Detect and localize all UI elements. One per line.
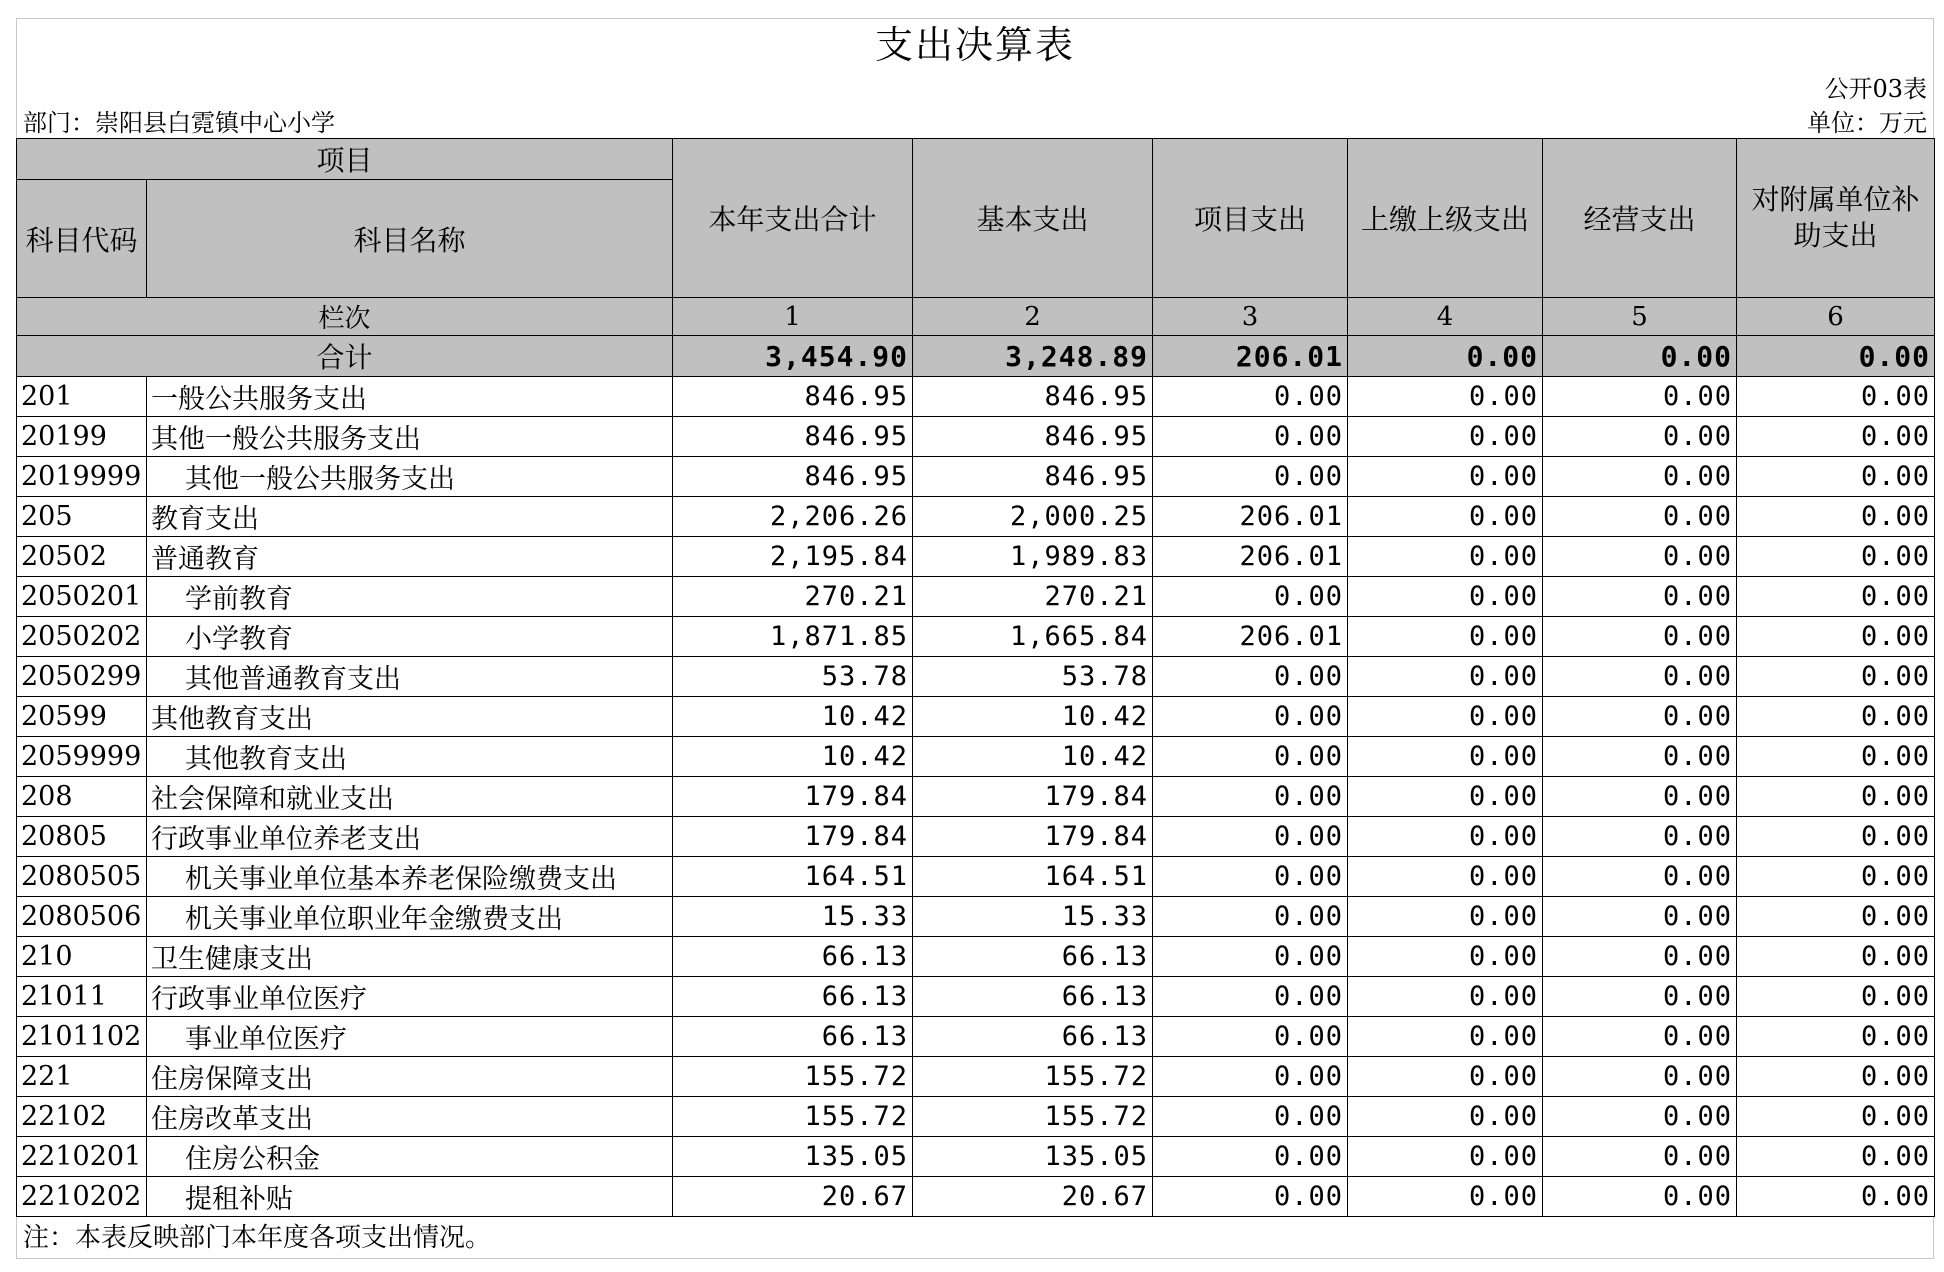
header-item: 项目 [17,139,673,180]
amount-cell: 179.84 [673,817,913,857]
amount-cell: 0.00 [1737,417,1935,457]
subject-code: 2080506 [17,897,147,937]
subject-name: 其他普通教育支出 [147,657,673,697]
subject-name: 其他一般公共服务支出 [147,457,673,497]
amount-cell: 20.67 [913,1177,1153,1217]
amount-cell: 270.21 [913,577,1153,617]
header-col-1: 本年支出合计 [673,139,913,298]
amount-cell: 0.00 [1737,897,1935,937]
subject-code: 20599 [17,697,147,737]
amount-cell: 0.00 [1543,1177,1737,1217]
subject-name: 卫生健康支出 [147,937,673,977]
subject-code: 2210201 [17,1137,147,1177]
amount-cell: 206.01 [1153,537,1348,577]
amount-cell: 0.00 [1348,1177,1543,1217]
subject-code: 205 [17,497,147,537]
form-number: 公开03表 [1824,75,1927,103]
amount-cell: 0.00 [1348,1057,1543,1097]
amount-cell: 0.00 [1737,1057,1935,1097]
amount-cell: 0.00 [1543,617,1737,657]
total-value: 0.00 [1543,336,1737,377]
amount-cell: 66.13 [673,977,913,1017]
amount-cell: 0.00 [1348,1017,1543,1057]
total-value: 0.00 [1737,336,1935,377]
amount-cell: 2,195.84 [673,537,913,577]
header-col-3: 项目支出 [1153,139,1348,298]
amount-cell: 0.00 [1737,697,1935,737]
subject-name: 其他教育支出 [147,737,673,777]
amount-cell: 846.95 [673,457,913,497]
amount-cell: 0.00 [1348,977,1543,1017]
subject-name: 一般公共服务支出 [147,377,673,417]
subject-name: 机关事业单位基本养老保险缴费支出 [147,857,673,897]
amount-cell: 0.00 [1348,897,1543,937]
col-number: 1 [673,298,913,336]
amount-cell: 135.05 [673,1137,913,1177]
table-row [17,377,1935,417]
total-label: 合计 [17,336,673,377]
amount-cell: 53.78 [673,657,913,697]
subject-code: 2050299 [17,657,147,697]
col-number: 5 [1543,298,1737,336]
amount-cell: 0.00 [1348,417,1543,457]
table-row [17,657,1935,697]
header-col-5: 经营支出 [1543,139,1737,298]
amount-cell: 164.51 [913,857,1153,897]
amount-cell: 164.51 [673,857,913,897]
table-row [17,617,1935,657]
amount-cell: 0.00 [1543,697,1737,737]
header-name: 科目名称 [147,180,673,298]
amount-cell: 66.13 [913,977,1153,1017]
header-col-2: 基本支出 [913,139,1153,298]
table-row [17,537,1935,577]
amount-cell: 0.00 [1348,1097,1543,1137]
amount-cell: 0.00 [1153,657,1348,697]
subject-code: 2050202 [17,617,147,657]
subject-code: 20502 [17,537,147,577]
table-row [17,817,1935,857]
subject-code: 221 [17,1057,147,1097]
amount-cell: 0.00 [1543,417,1737,457]
subject-name: 行政事业单位养老支出 [147,817,673,857]
amount-cell: 0.00 [1737,1097,1935,1137]
amount-cell: 179.84 [913,817,1153,857]
subject-code: 20805 [17,817,147,857]
amount-cell: 0.00 [1543,1137,1737,1177]
amount-cell: 0.00 [1543,1097,1737,1137]
amount-cell: 53.78 [913,657,1153,697]
amount-cell: 66.13 [913,1017,1153,1057]
amount-cell: 66.13 [913,937,1153,977]
total-value: 0.00 [1348,336,1543,377]
amount-cell: 206.01 [1153,617,1348,657]
subject-code: 2101102 [17,1017,147,1057]
amount-cell: 0.00 [1543,657,1737,697]
amount-cell: 66.13 [673,937,913,977]
amount-cell: 0.00 [1348,777,1543,817]
amount-cell: 0.00 [1348,1137,1543,1177]
col-number: 6 [1737,298,1935,336]
amount-cell: 155.72 [913,1057,1153,1097]
amount-cell: 1,871.85 [673,617,913,657]
amount-cell: 270.21 [673,577,913,617]
subject-name: 其他教育支出 [147,697,673,737]
amount-cell: 0.00 [1153,977,1348,1017]
amount-cell: 846.95 [913,417,1153,457]
amount-cell: 15.33 [913,897,1153,937]
subject-code: 201 [17,377,147,417]
amount-cell: 2,206.26 [673,497,913,537]
amount-cell: 0.00 [1543,857,1737,897]
amount-cell: 0.00 [1153,1137,1348,1177]
total-value: 206.01 [1153,336,1348,377]
department-row [16,104,1934,138]
table-row [17,937,1935,977]
amount-cell: 0.00 [1737,537,1935,577]
col-number: 2 [913,298,1153,336]
subject-name: 行政事业单位医疗 [147,977,673,1017]
amount-cell: 179.84 [673,777,913,817]
expense-statement-sheet [16,18,1934,1259]
subject-name: 住房公积金 [147,1137,673,1177]
amount-cell: 0.00 [1543,497,1737,537]
amount-cell: 0.00 [1737,577,1935,617]
amount-cell: 15.33 [673,897,913,937]
row-label: 栏次 [17,298,673,336]
table-row [17,457,1935,497]
amount-cell: 0.00 [1348,537,1543,577]
subject-code: 2080505 [17,857,147,897]
amount-cell: 179.84 [913,777,1153,817]
amount-cell: 0.00 [1348,617,1543,657]
expense-table [16,138,1935,1217]
subject-name: 住房改革支出 [147,1097,673,1137]
total-row [17,336,1935,377]
amount-cell: 0.00 [1153,737,1348,777]
table-body [17,377,1935,1217]
amount-cell: 135.05 [913,1137,1153,1177]
amount-cell: 0.00 [1348,817,1543,857]
amount-cell: 0.00 [1543,777,1737,817]
amount-cell: 0.00 [1153,577,1348,617]
amount-cell: 0.00 [1153,697,1348,737]
amount-cell: 0.00 [1348,857,1543,897]
total-value: 3,454.90 [673,336,913,377]
subject-code: 2019999 [17,457,147,497]
subject-name: 学前教育 [147,577,673,617]
amount-cell: 0.00 [1153,857,1348,897]
table-row [17,857,1935,897]
table-row [17,1017,1935,1057]
amount-cell: 0.00 [1737,737,1935,777]
subject-code: 20199 [17,417,147,457]
table-row [17,497,1935,537]
table-row [17,737,1935,777]
unit-label: 单位：万元 [1807,109,1927,137]
subject-name: 事业单位医疗 [147,1017,673,1057]
amount-cell: 846.95 [913,457,1153,497]
amount-cell: 0.00 [1348,737,1543,777]
amount-cell: 20.67 [673,1177,913,1217]
subject-name: 住房保障支出 [147,1057,673,1097]
amount-cell: 206.01 [1153,497,1348,537]
amount-cell: 10.42 [913,697,1153,737]
table-row [17,697,1935,737]
subject-name: 机关事业单位职业年金缴费支出 [147,897,673,937]
amount-cell: 0.00 [1153,777,1348,817]
amount-cell: 0.00 [1348,697,1543,737]
amount-cell: 10.42 [673,697,913,737]
amount-cell: 0.00 [1153,1057,1348,1097]
table-row [17,897,1935,937]
subject-code: 2050201 [17,577,147,617]
amount-cell: 0.00 [1153,897,1348,937]
amount-cell: 0.00 [1153,457,1348,497]
amount-cell: 0.00 [1348,377,1543,417]
footnote: 注：本表反映部门本年度各项支出情况。 [16,1217,1934,1259]
subject-code: 208 [17,777,147,817]
amount-cell: 0.00 [1348,937,1543,977]
amount-cell: 0.00 [1737,1177,1935,1217]
amount-cell: 846.95 [673,377,913,417]
amount-cell: 155.72 [913,1097,1153,1137]
amount-cell: 0.00 [1153,937,1348,977]
amount-cell: 0.00 [1737,817,1935,857]
department-label: 部门：崇阳县白霓镇中心小学 [23,109,335,137]
amount-cell: 0.00 [1153,1097,1348,1137]
header-col-4: 上缴上级支出 [1348,139,1543,298]
subject-name: 普通教育 [147,537,673,577]
table-row [17,1097,1935,1137]
amount-cell: 0.00 [1543,537,1737,577]
amount-cell: 155.72 [673,1097,913,1137]
form-number-row [16,70,1934,104]
subject-name: 提租补贴 [147,1177,673,1217]
amount-cell: 0.00 [1153,377,1348,417]
amount-cell: 0.00 [1153,817,1348,857]
table-row [17,417,1935,457]
amount-cell: 10.42 [673,737,913,777]
amount-cell: 0.00 [1543,737,1737,777]
column-number-row [17,298,1935,336]
amount-cell: 0.00 [1737,497,1935,537]
table-row [17,1137,1935,1177]
amount-cell: 0.00 [1543,937,1737,977]
amount-cell: 1,665.84 [913,617,1153,657]
amount-cell: 0.00 [1543,1017,1737,1057]
amount-cell: 0.00 [1348,657,1543,697]
subject-name: 教育支出 [147,497,673,537]
table-row [17,577,1935,617]
header-col-6: 对附属单位补助支出 [1737,139,1935,298]
amount-cell: 0.00 [1543,1057,1737,1097]
amount-cell: 0.00 [1348,457,1543,497]
amount-cell: 0.00 [1737,977,1935,1017]
amount-cell: 0.00 [1543,457,1737,497]
amount-cell: 0.00 [1737,777,1935,817]
page-title: 支出决算表 [16,18,1934,70]
amount-cell: 0.00 [1153,1017,1348,1057]
amount-cell: 0.00 [1153,417,1348,457]
amount-cell: 0.00 [1737,377,1935,417]
table-row [17,1177,1935,1217]
amount-cell: 0.00 [1153,1177,1348,1217]
amount-cell: 0.00 [1737,937,1935,977]
subject-code: 21011 [17,977,147,1017]
amount-cell: 0.00 [1737,617,1935,657]
table-header [17,139,1935,298]
amount-cell: 0.00 [1348,497,1543,537]
col-number: 3 [1153,298,1348,336]
total-value: 3,248.89 [913,336,1153,377]
amount-cell: 2,000.25 [913,497,1153,537]
amount-cell: 0.00 [1348,577,1543,617]
table-row [17,977,1935,1017]
amount-cell: 66.13 [673,1017,913,1057]
subject-name: 其他一般公共服务支出 [147,417,673,457]
amount-cell: 0.00 [1737,657,1935,697]
amount-cell: 0.00 [1737,457,1935,497]
subject-code: 2210202 [17,1177,147,1217]
subject-name: 社会保障和就业支出 [147,777,673,817]
amount-cell: 0.00 [1737,1137,1935,1177]
subject-name: 小学教育 [147,617,673,657]
subject-code: 210 [17,937,147,977]
amount-cell: 155.72 [673,1057,913,1097]
amount-cell: 10.42 [913,737,1153,777]
subject-code: 22102 [17,1097,147,1137]
amount-cell: 846.95 [673,417,913,457]
header-code: 科目代码 [17,180,147,298]
amount-cell: 846.95 [913,377,1153,417]
amount-cell: 0.00 [1543,817,1737,857]
amount-cell: 0.00 [1737,1017,1935,1057]
amount-cell: 0.00 [1737,857,1935,897]
amount-cell: 1,989.83 [913,537,1153,577]
amount-cell: 0.00 [1543,377,1737,417]
col-number: 4 [1348,298,1543,336]
table-row [17,777,1935,817]
amount-cell: 0.00 [1543,977,1737,1017]
subject-code: 2059999 [17,737,147,777]
amount-cell: 0.00 [1543,897,1737,937]
amount-cell: 0.00 [1543,577,1737,617]
table-row [17,1057,1935,1097]
